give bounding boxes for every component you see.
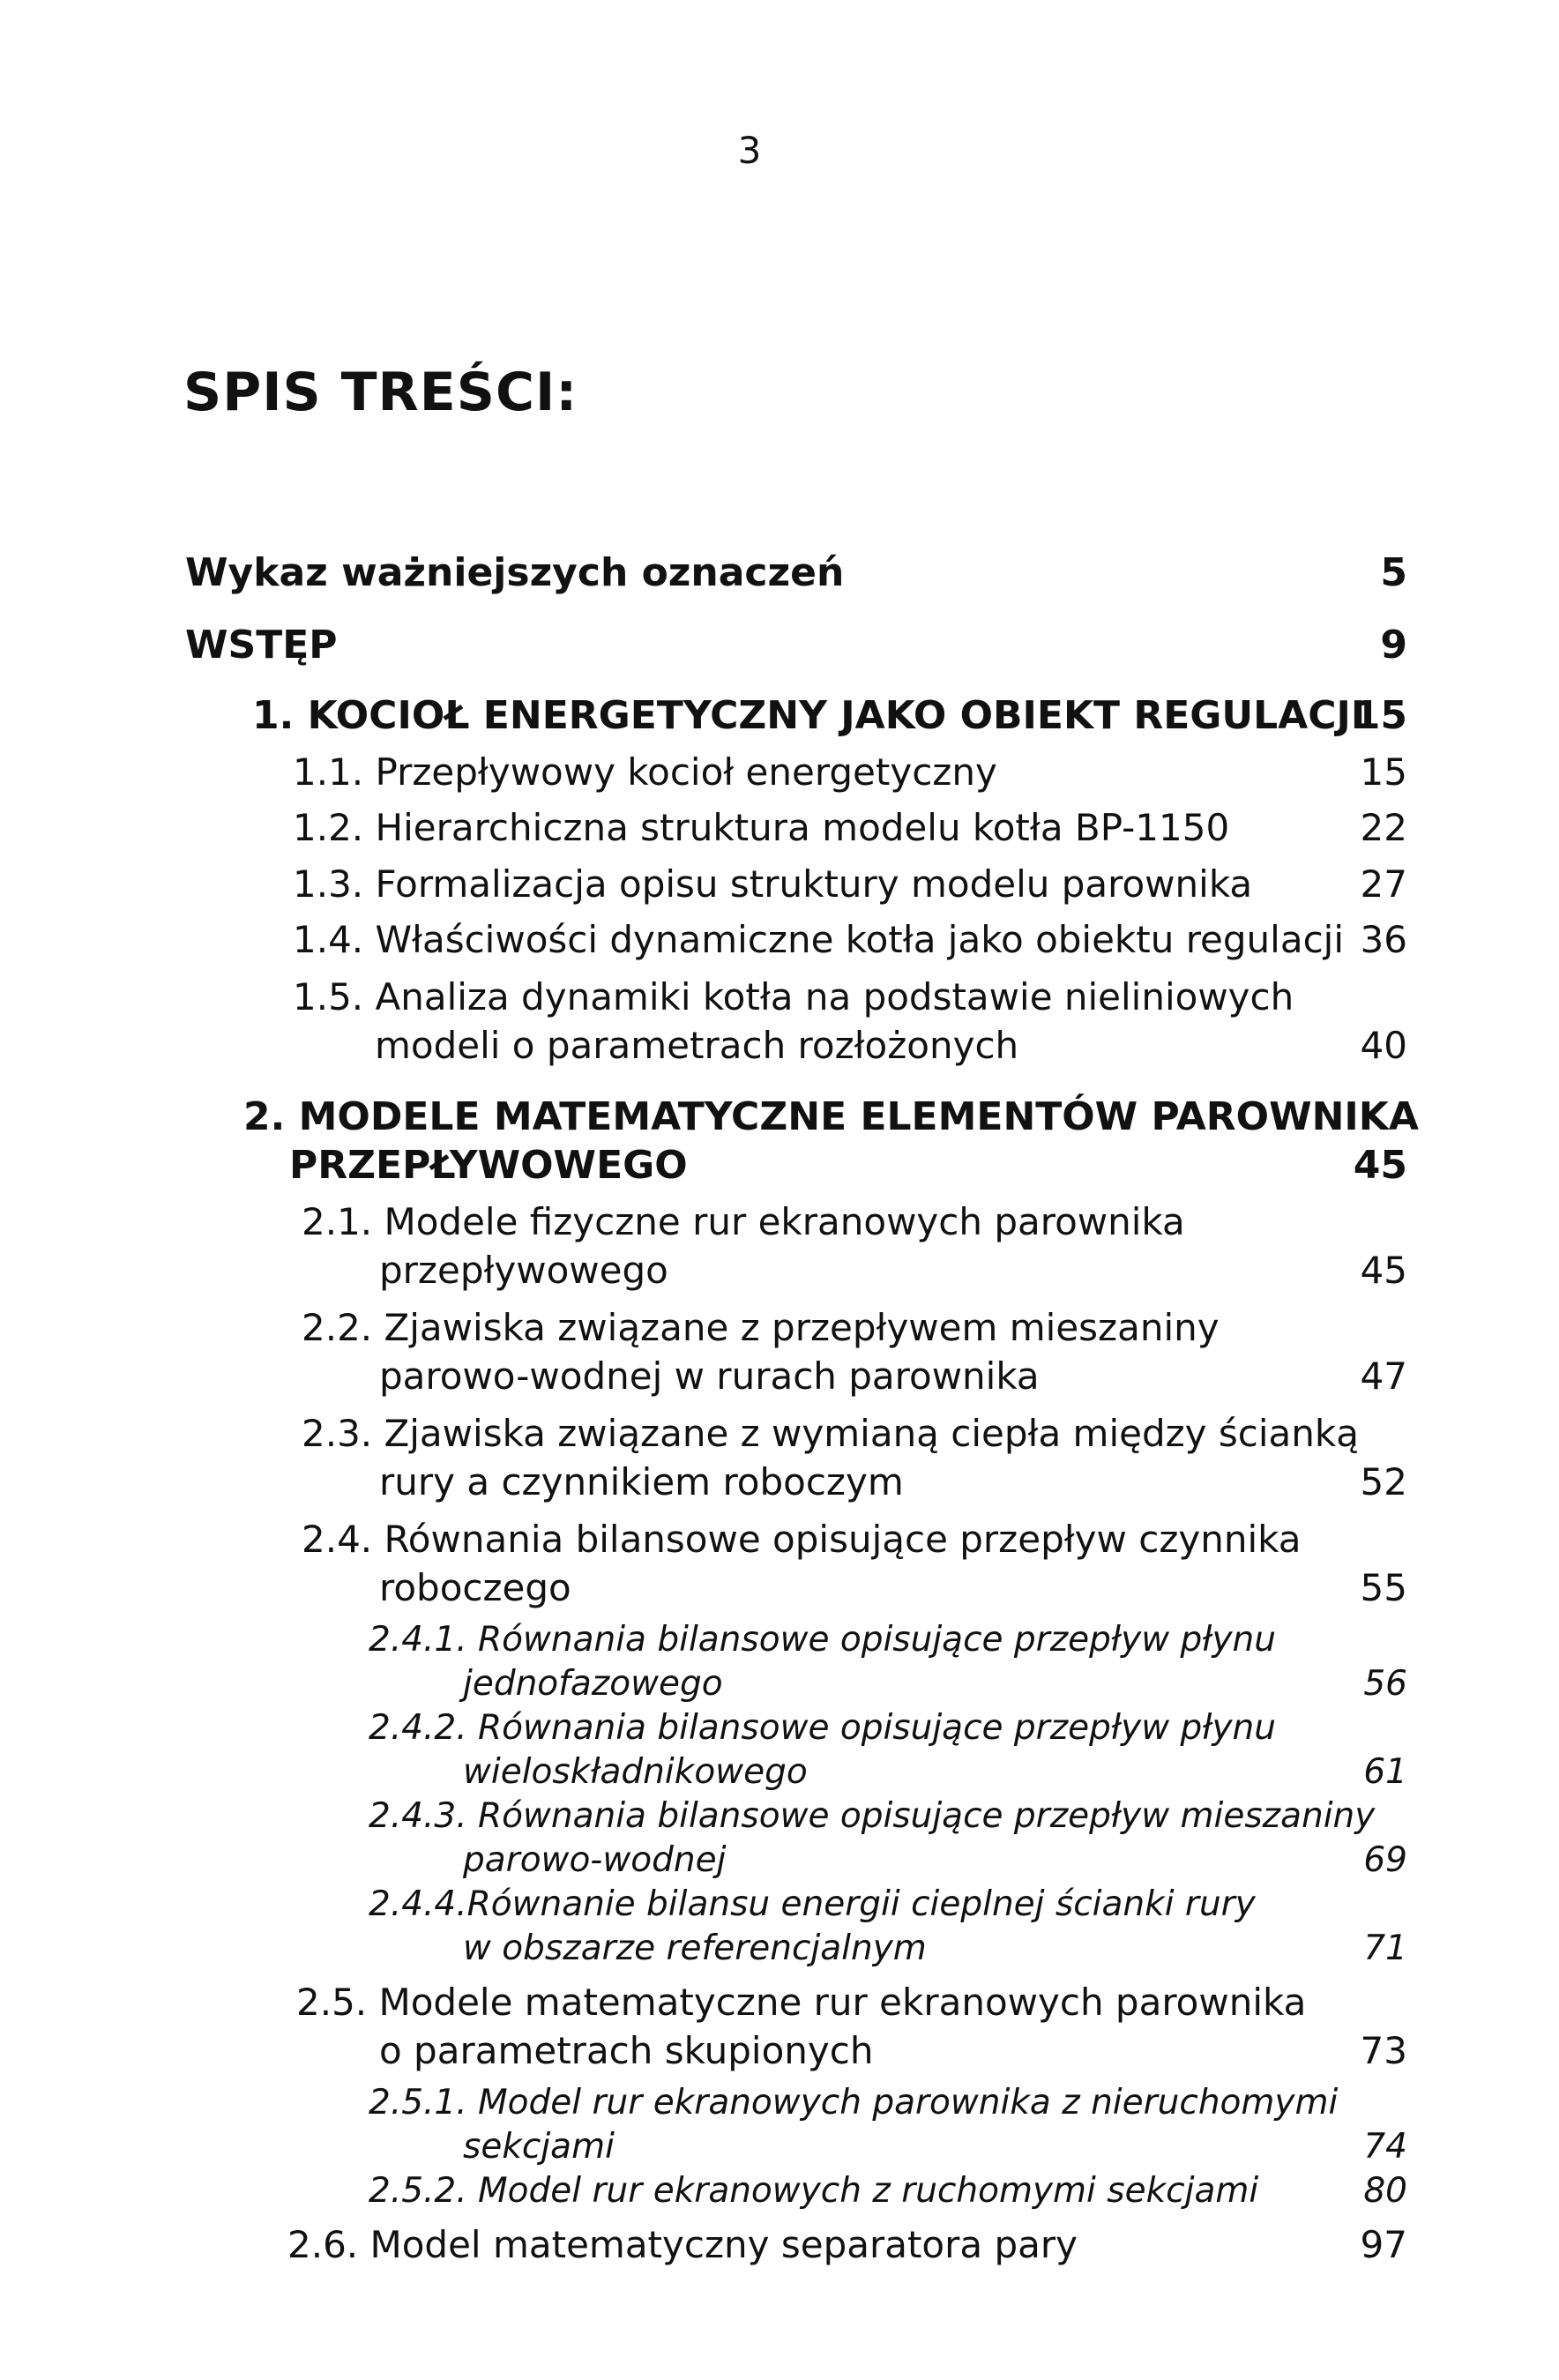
toc-entry-page: 80 bbox=[1363, 2171, 1407, 2211]
toc-entry-title-continued: w obszarze referencjalnym bbox=[463, 1929, 927, 1968]
toc-entry-page: 47 bbox=[1360, 1354, 1407, 1398]
toc-entry-page: 52 bbox=[1360, 1460, 1407, 1503]
toc-entry-title: 1. KOCIOŁ ENERGETYCZNY JAKO OBIEKT REGULACJI bbox=[252, 693, 1366, 738]
toc-entry-title: 1.1. Przepływowy kocioł energetyczny bbox=[293, 750, 997, 794]
toc-entry-title-continued: PRZEPŁYWOWEGO bbox=[289, 1143, 688, 1188]
toc-entry-title: 2.5.1. Model rur ekranowych parownika z nieruchomymi bbox=[369, 2083, 1339, 2123]
toc-entry-title: 2.4.2. Równania bilansowe opisujące przepływ płynu bbox=[369, 1708, 1276, 1748]
toc-entry-page: 9 bbox=[1380, 623, 1407, 668]
toc-entry-title: 1.5. Analiza dynamiki kotła na podstawie nieliniowych bbox=[293, 975, 1294, 1018]
toc-entry-page: 73 bbox=[1360, 2029, 1407, 2072]
toc-entry-title-continued: rury a czynnikiem roboczym bbox=[379, 1460, 904, 1503]
toc-entry-title: 2.2. Zjawiska związane z przepływem mieszaniny bbox=[302, 1306, 1220, 1349]
toc-entry-title-continued: jednofazowego bbox=[463, 1664, 723, 1704]
toc-entry-title-continued: parowo-wodnej w rurach parownika bbox=[379, 1354, 1040, 1398]
toc-entry-page: 15 bbox=[1353, 693, 1407, 738]
page-title: SPIS TREŚCI: bbox=[183, 362, 578, 423]
toc-entry-page: 36 bbox=[1360, 918, 1407, 961]
toc-entry-title: 2. MODELE MATEMATYCZNE ELEMENTÓW PAROWNIKA bbox=[243, 1094, 1419, 1139]
toc-entry-title: 2.5.2. Model rur ekranowych z ruchomymi sekcjami bbox=[369, 2171, 1259, 2211]
toc-entry-title: 1.3. Formalizacja opisu struktury modelu parownika bbox=[293, 862, 1253, 906]
toc-entry-title: 2.4. Równania bilansowe opisujące przepływ czynnika bbox=[302, 1518, 1302, 1561]
toc-entry-page: 22 bbox=[1360, 806, 1407, 849]
toc-entry-page: 55 bbox=[1360, 1566, 1407, 1609]
toc-entry-title: 2.5. Modele matematyczne rur ekranowych parownika bbox=[296, 1981, 1307, 2024]
toc-entry-page: 27 bbox=[1360, 862, 1407, 906]
toc-entry-page: 45 bbox=[1353, 1143, 1407, 1188]
toc-entry-page: 15 bbox=[1360, 750, 1407, 794]
toc-entry-title-continued: wieloskładnikowego bbox=[463, 1752, 808, 1792]
toc-entry-title: 2.4.4.Równanie bilansu energii cieplnej ścianki rury bbox=[369, 1884, 1256, 1924]
toc-entry-page: 69 bbox=[1363, 1840, 1407, 1880]
toc-entry-page: 56 bbox=[1363, 1664, 1407, 1704]
toc-entry-title: 1.2. Hierarchiczna struktura modelu kotła BP-1150 bbox=[293, 806, 1230, 849]
toc-entry-page: 40 bbox=[1360, 1024, 1407, 1067]
toc-entry-title: 2.4.1. Równania bilansowe opisujące przepływ płynu bbox=[369, 1620, 1276, 1660]
toc-entry-title-continued: parowo-wodnej bbox=[463, 1840, 727, 1880]
toc-entry-title: Wykaz ważniejszych oznaczeń bbox=[185, 550, 845, 595]
toc-entry-title-continued: o parametrach skupionych bbox=[379, 2029, 874, 2072]
toc-entry-title: 2.6. Model matematyczny separatora pary bbox=[287, 2223, 1078, 2266]
page-number: 3 bbox=[737, 129, 762, 172]
toc-entry-page: 71 bbox=[1363, 1929, 1407, 1968]
toc-entry-title-continued: sekcjami bbox=[463, 2127, 615, 2167]
toc-entry-page: 74 bbox=[1363, 2127, 1407, 2167]
toc-entry-title: 1.4. Właściwości dynamiczne kotła jako obiektu regulacji bbox=[293, 918, 1344, 961]
toc-entry-title: WSTĘP bbox=[185, 623, 338, 668]
toc-entry-title-continued: roboczego bbox=[379, 1566, 571, 1609]
toc-entry-title-continued: modeli o parametrach rozłożonych bbox=[375, 1024, 1019, 1067]
toc-entry-page: 5 bbox=[1380, 550, 1407, 595]
toc-entry-title-continued: przepływowego bbox=[379, 1249, 668, 1292]
toc-entry-title: 2.1. Modele fizyczne rur ekranowych parownika bbox=[302, 1200, 1185, 1243]
toc-entry-page: 45 bbox=[1360, 1249, 1407, 1292]
toc-entry-page: 61 bbox=[1363, 1752, 1407, 1792]
toc-entry-title: 2.4.3. Równania bilansowe opisujące przepływ mieszaniny bbox=[369, 1796, 1376, 1836]
toc-entry-page: 97 bbox=[1360, 2223, 1407, 2266]
toc-entry-title: 2.3. Zjawiska związane z wymianą ciepła między ścianką bbox=[302, 1412, 1359, 1455]
